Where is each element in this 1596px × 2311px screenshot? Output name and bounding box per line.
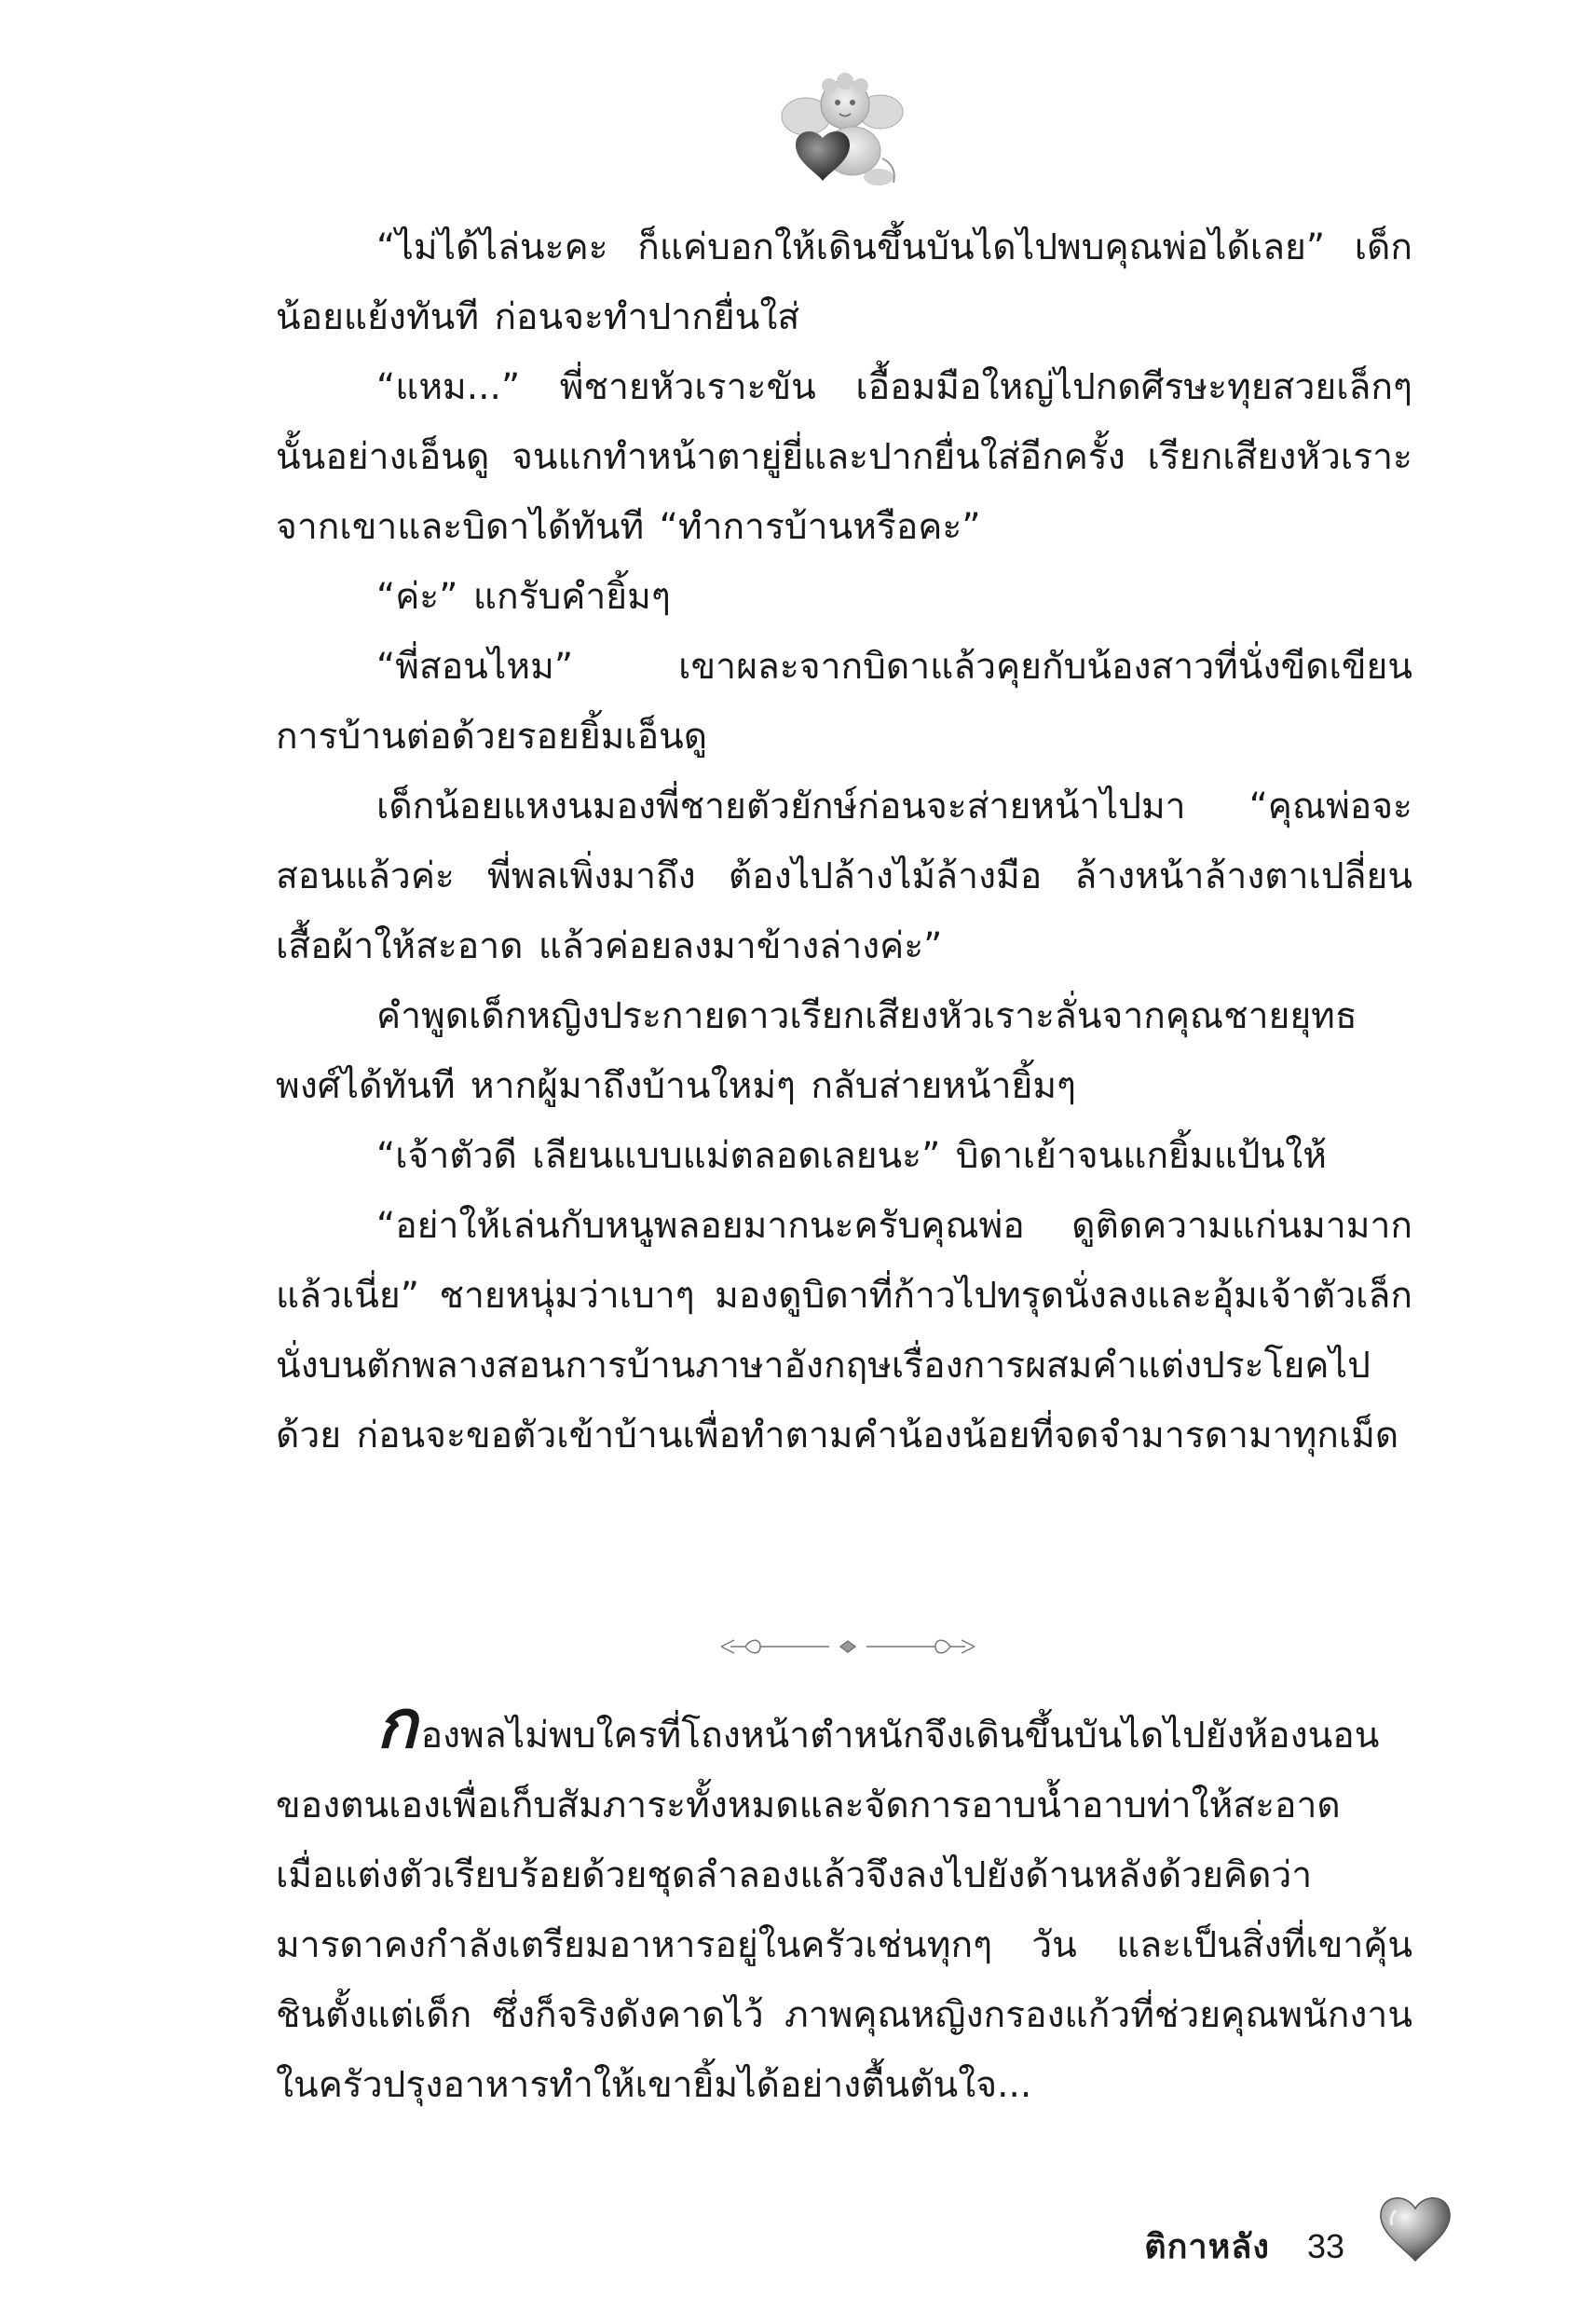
book-title: ติกาหลัง bbox=[1144, 2228, 1270, 2266]
paragraph: เด็กน้อยแหงนมองพี่ชายตัวยักษ์ก่อนจะส่ายหน้าไปมา “คุณพ่อจะสอนแล้วค่ะ พี่พลเพิ่งมาถึง ต้องไปล้างไม้ล้างมือ ล้างหน้าล้างตาเปลี่ยนเสื้อผ้าให้สะอาด แล้วค่อยลงมาข้างล่างค่ะ” bbox=[276, 786, 1412, 967]
section-two-text: องพลไม่พบใครที่โถงหน้าตำหนักจึงเดินขึ้นบันไดไปยังห้องนอนของตนเองเพื่อเก็บสัมภาระทั้งหมดและจัดการอาบน้ำอาบท่าให้สะอาด เมื่อแต่งตัวเรียบร้อยด้วยชุดลำลองแล้วจึงลงไปยังด้านหลังด้วยคิดว่ามารดาคงกำลังเตรียมอาหารอยู่ในครัวเช่นทุกๆ วัน และเป็นสิ่งที่เขาคุ้นชินตั้งแต่เด็ก ซึ่งก็จริงดังคาดไว้ ภาพคุณหญิงกรองแก้วที่ช่วยคุณพนักงานในครัวปรุงอาหารทำให้เขายิ้มได้อย่างตื้นตันใจ... bbox=[276, 1715, 1412, 2106]
paragraph: “พี่สอนไหม” เขาผละจากบิดาแล้วคุยกับน้องสาวที่นั่งขีดเขียนการบ้านต่อด้วยรอยยิ้มเอ็นดู bbox=[276, 646, 1412, 758]
paragraph: “อย่าให้เล่นกับหนูพลอยมากนะครับคุณพ่อ ดูติดความแก่นมามากแล้วเนี่ย” ชายหนุ่มว่าเบาๆ มองดูบิดาที่ก้าวไปทรุดนั่งลงและอุ้มเจ้าตัวเล็กนั่งบนตักพลางสอนการบ้านภาษาอังกฤษเรื่องการผสมคำแต่งประโยคไปด้วย ก่อนจะขอตัวเข้าบ้านเพื่อทำตามคำน้องน้อยที่จดจำมารดามาทุกเม็ด bbox=[276, 1205, 1412, 1456]
page-number: 33 bbox=[1306, 2226, 1344, 2265]
section-two bbox=[276, 1685, 1412, 2120]
paragraph bbox=[276, 1685, 1412, 2120]
paragraph: “ไม่ได้ไล่นะคะ ก็แค่บอกให้เดินขึ้นบันไดไปพบคุณพ่อได้เลย” เด็กน้อยแย้งทันที ก่อนจะทำปากยื่นใส่ bbox=[276, 226, 1412, 338]
page-footer bbox=[1144, 2220, 1344, 2273]
cherub-heart-icon bbox=[778, 65, 908, 196]
ornament-divider-icon bbox=[717, 1633, 978, 1661]
heart-icon bbox=[1377, 2192, 1453, 2264]
paragraph: “เจ้าตัวดี เลียนแบบแม่ตลอดเลยนะ” บิดาเย้าจนแกยิ้มแป้นให้ bbox=[376, 1135, 1327, 1177]
paragraph: “แหม...” พี่ชายหัวเราะขัน เอื้อมมือใหญ่ไปกดศีรษะทุยสวยเล็กๆ นั้นอย่างเอ็นดู จนแกทำหน้าตายู่ยี่และปากยื่นใส่อีกครั้ง เรียกเสียงหัวเราะจากเขาและบิดาได้ทันที “ทำการบ้านหรือคะ” bbox=[276, 366, 1412, 548]
paragraph: “ค่ะ” แกรับคำยิ้มๆ bbox=[376, 576, 671, 618]
body-text bbox=[276, 212, 1412, 1470]
paragraph: คำพูดเด็กหญิงประกายดาวเรียกเสียงหัวเราะลั่นจากคุณชายยุทธพงศ์ได้ทันที หากผู้มาถึงบ้านใหม่ๆ กลับส่ายหน้ายิ้มๆ bbox=[276, 995, 1357, 1107]
drop-cap: ก bbox=[376, 1685, 417, 1763]
